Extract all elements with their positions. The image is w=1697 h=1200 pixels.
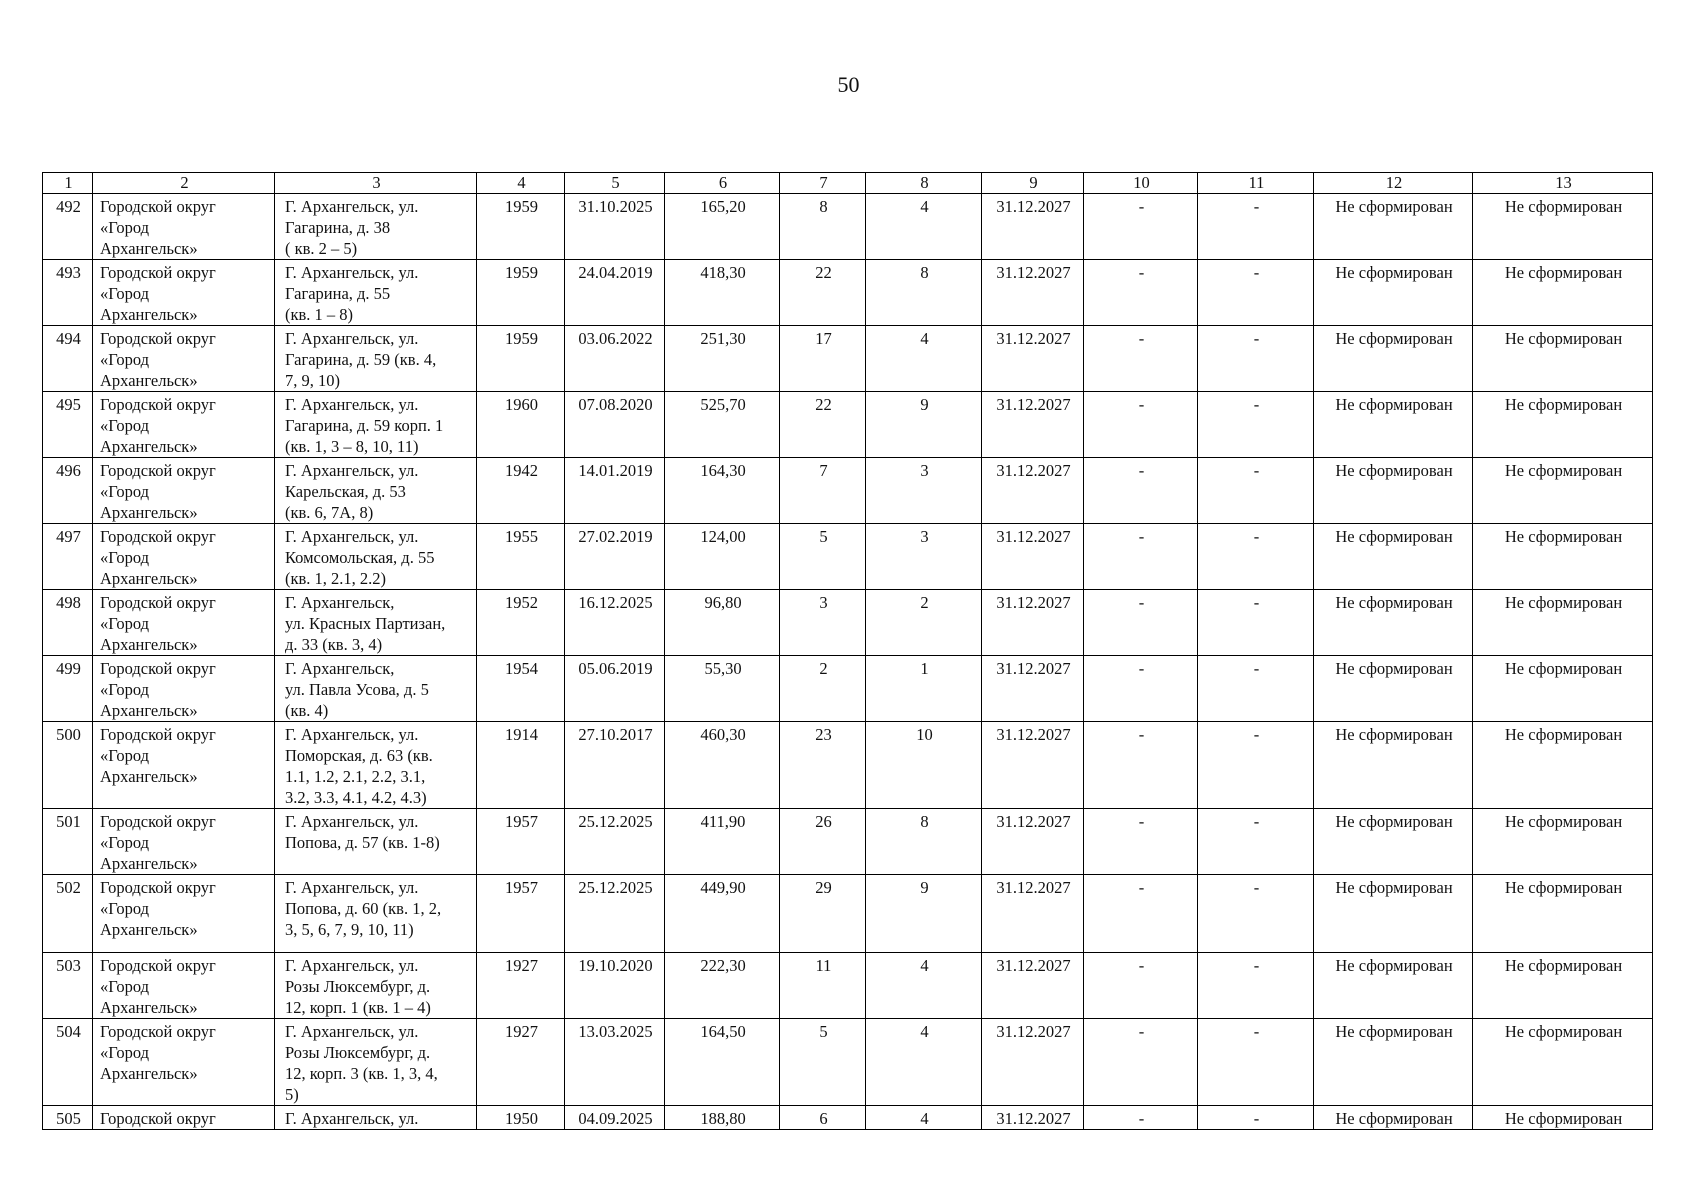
column-13-status-cell: Не сформирован xyxy=(1473,656,1653,722)
residents-count-cell: 29 xyxy=(780,875,866,953)
recognition-date-cell: 31.10.2025 xyxy=(565,194,665,260)
apartments-count-cell: 4 xyxy=(866,326,982,392)
municipality-cell: Городской округ «Город Архангельск» xyxy=(93,875,275,953)
area-cell: 165,20 xyxy=(665,194,780,260)
column-header-12: 12 xyxy=(1314,173,1473,194)
column-12-status-cell: Не сформирован xyxy=(1314,392,1473,458)
municipality-cell: Городской округ xyxy=(93,1106,275,1130)
table-row xyxy=(43,194,1653,260)
apartments-count-cell: 3 xyxy=(866,458,982,524)
column-13-status-cell: Не сформирован xyxy=(1473,524,1653,590)
row-number: 505 xyxy=(43,1106,93,1130)
row-number: 495 xyxy=(43,392,93,458)
column-12-status-cell: Не сформирован xyxy=(1314,326,1473,392)
resettlement-deadline-cell: 31.12.2027 xyxy=(982,809,1084,875)
row-number: 499 xyxy=(43,656,93,722)
row-number: 493 xyxy=(43,260,93,326)
resettlement-deadline-cell: 31.12.2027 xyxy=(982,953,1084,1019)
residents-count-cell: 2 xyxy=(780,656,866,722)
column-11-cell: - xyxy=(1198,1019,1314,1106)
residents-count-cell: 23 xyxy=(780,722,866,809)
area-cell: 449,90 xyxy=(665,875,780,953)
column-13-status-cell: Не сформирован xyxy=(1473,194,1653,260)
build-year-cell: 1959 xyxy=(477,194,565,260)
address-cell: Г. Архангельск, ул. Розы Люксембург, д. 12, корп. 1 (кв. 1 – 4) xyxy=(275,953,477,1019)
column-12-status-cell: Не сформирован xyxy=(1314,809,1473,875)
municipality-cell: Городской округ «Город Архангельск» xyxy=(93,260,275,326)
area-cell: 164,50 xyxy=(665,1019,780,1106)
column-11-cell: - xyxy=(1198,809,1314,875)
housing-table xyxy=(42,172,1653,1130)
column-10-cell: - xyxy=(1084,1106,1198,1130)
column-12-status-cell: Не сформирован xyxy=(1314,194,1473,260)
build-year-cell: 1959 xyxy=(477,260,565,326)
column-12-status-cell: Не сформирован xyxy=(1314,458,1473,524)
residents-count-cell: 17 xyxy=(780,326,866,392)
address-cell: Г. Архангельск, ул. Гагарина, д. 59 корп. 1 (кв. 1, 3 – 8, 10, 11) xyxy=(275,392,477,458)
apartments-count-cell: 2 xyxy=(866,590,982,656)
residents-count-cell: 7 xyxy=(780,458,866,524)
table-row xyxy=(43,722,1653,809)
column-12-status-cell: Не сформирован xyxy=(1314,1106,1473,1130)
build-year-cell: 1957 xyxy=(477,875,565,953)
column-12-status-cell: Не сформирован xyxy=(1314,1019,1473,1106)
residents-count-cell: 3 xyxy=(780,590,866,656)
municipality-cell: Городской округ «Город Архангельск» xyxy=(93,656,275,722)
table-row xyxy=(43,524,1653,590)
build-year-cell: 1927 xyxy=(477,953,565,1019)
column-header-8: 8 xyxy=(866,173,982,194)
build-year-cell: 1927 xyxy=(477,1019,565,1106)
column-11-cell: - xyxy=(1198,875,1314,953)
column-header-4: 4 xyxy=(477,173,565,194)
row-number: 503 xyxy=(43,953,93,1019)
recognition-date-cell: 25.12.2025 xyxy=(565,809,665,875)
area-cell: 188,80 xyxy=(665,1106,780,1130)
address-cell: Г. Архангельск, ул. Гагарина, д. 38 ( кв. 2 – 5) xyxy=(275,194,477,260)
residents-count-cell: 5 xyxy=(780,524,866,590)
column-13-status-cell: Не сформирован xyxy=(1473,326,1653,392)
recognition-date-cell: 27.02.2019 xyxy=(565,524,665,590)
municipality-cell: Городской округ «Город Архангельск» xyxy=(93,392,275,458)
residents-count-cell: 22 xyxy=(780,260,866,326)
column-10-cell: - xyxy=(1084,590,1198,656)
table-row xyxy=(43,656,1653,722)
column-header-9: 9 xyxy=(982,173,1084,194)
column-11-cell: - xyxy=(1198,524,1314,590)
column-12-status-cell: Не сформирован xyxy=(1314,260,1473,326)
row-number: 501 xyxy=(43,809,93,875)
column-10-cell: - xyxy=(1084,326,1198,392)
column-header-7: 7 xyxy=(780,173,866,194)
municipality-cell: Городской округ «Город Архангельск» xyxy=(93,953,275,1019)
column-header-6: 6 xyxy=(665,173,780,194)
build-year-cell: 1955 xyxy=(477,524,565,590)
area-cell: 96,80 xyxy=(665,590,780,656)
area-cell: 222,30 xyxy=(665,953,780,1019)
area-cell: 164,30 xyxy=(665,458,780,524)
column-11-cell: - xyxy=(1198,953,1314,1019)
build-year-cell: 1959 xyxy=(477,326,565,392)
recognition-date-cell: 24.04.2019 xyxy=(565,260,665,326)
address-cell: Г. Архангельск, ул. xyxy=(275,1106,477,1130)
column-10-cell: - xyxy=(1084,875,1198,953)
table-row xyxy=(43,875,1653,953)
residents-count-cell: 26 xyxy=(780,809,866,875)
column-13-status-cell: Не сформирован xyxy=(1473,1106,1653,1130)
resettlement-deadline-cell: 31.12.2027 xyxy=(982,656,1084,722)
recognition-date-cell: 13.03.2025 xyxy=(565,1019,665,1106)
resettlement-deadline-cell: 31.12.2027 xyxy=(982,392,1084,458)
recognition-date-cell: 25.12.2025 xyxy=(565,875,665,953)
residents-count-cell: 5 xyxy=(780,1019,866,1106)
column-11-cell: - xyxy=(1198,260,1314,326)
resettlement-deadline-cell: 31.12.2027 xyxy=(982,260,1084,326)
column-12-status-cell: Не сформирован xyxy=(1314,590,1473,656)
build-year-cell: 1950 xyxy=(477,1106,565,1130)
row-number: 502 xyxy=(43,875,93,953)
apartments-count-cell: 9 xyxy=(866,875,982,953)
residents-count-cell: 6 xyxy=(780,1106,866,1130)
apartments-count-cell: 9 xyxy=(866,392,982,458)
column-11-cell: - xyxy=(1198,1106,1314,1130)
table-row xyxy=(43,326,1653,392)
column-header-1: 1 xyxy=(43,173,93,194)
municipality-cell: Городской округ «Город Архангельск» xyxy=(93,590,275,656)
municipality-cell: Городской округ «Город Архангельск» xyxy=(93,458,275,524)
column-10-cell: - xyxy=(1084,392,1198,458)
municipality-cell: Городской округ «Город Архангельск» xyxy=(93,524,275,590)
apartments-count-cell: 4 xyxy=(866,1106,982,1130)
column-10-cell: - xyxy=(1084,953,1198,1019)
column-12-status-cell: Не сформирован xyxy=(1314,524,1473,590)
resettlement-deadline-cell: 31.12.2027 xyxy=(982,458,1084,524)
row-number: 497 xyxy=(43,524,93,590)
recognition-date-cell: 14.01.2019 xyxy=(565,458,665,524)
residents-count-cell: 11 xyxy=(780,953,866,1019)
resettlement-deadline-cell: 31.12.2027 xyxy=(982,1106,1084,1130)
build-year-cell: 1942 xyxy=(477,458,565,524)
resettlement-deadline-cell: 31.12.2027 xyxy=(982,722,1084,809)
row-number: 494 xyxy=(43,326,93,392)
table-row xyxy=(43,392,1653,458)
column-10-cell: - xyxy=(1084,656,1198,722)
column-header-10: 10 xyxy=(1084,173,1198,194)
housing-table-container xyxy=(42,172,1652,1130)
build-year-cell: 1957 xyxy=(477,809,565,875)
column-10-cell: - xyxy=(1084,194,1198,260)
column-13-status-cell: Не сформирован xyxy=(1473,392,1653,458)
table-row xyxy=(43,260,1653,326)
row-number: 504 xyxy=(43,1019,93,1106)
column-10-cell: - xyxy=(1084,722,1198,809)
apartments-count-cell: 4 xyxy=(866,194,982,260)
build-year-cell: 1914 xyxy=(477,722,565,809)
header-row xyxy=(43,173,1653,194)
recognition-date-cell: 16.12.2025 xyxy=(565,590,665,656)
recognition-date-cell: 04.09.2025 xyxy=(565,1106,665,1130)
apartments-count-cell: 8 xyxy=(866,260,982,326)
table-row xyxy=(43,1106,1653,1130)
column-11-cell: - xyxy=(1198,590,1314,656)
column-12-status-cell: Не сформирован xyxy=(1314,722,1473,809)
column-10-cell: - xyxy=(1084,458,1198,524)
column-10-cell: - xyxy=(1084,260,1198,326)
column-11-cell: - xyxy=(1198,722,1314,809)
column-header-5: 5 xyxy=(565,173,665,194)
column-header-2: 2 xyxy=(93,173,275,194)
area-cell: 525,70 xyxy=(665,392,780,458)
column-11-cell: - xyxy=(1198,194,1314,260)
column-12-status-cell: Не сформирован xyxy=(1314,953,1473,1019)
address-cell: Г. Архангельск, ул. Поморская, д. 63 (кв. 1.1, 1.2, 2.1, 2.2, 3.1, 3.2, 3.3, 4.1, 4.2, 4.3) xyxy=(275,722,477,809)
column-header-3: 3 xyxy=(275,173,477,194)
recognition-date-cell: 27.10.2017 xyxy=(565,722,665,809)
recognition-date-cell: 07.08.2020 xyxy=(565,392,665,458)
build-year-cell: 1954 xyxy=(477,656,565,722)
column-header-11: 11 xyxy=(1198,173,1314,194)
row-number: 492 xyxy=(43,194,93,260)
column-header-13: 13 xyxy=(1473,173,1653,194)
area-cell: 55,30 xyxy=(665,656,780,722)
resettlement-deadline-cell: 31.12.2027 xyxy=(982,590,1084,656)
apartments-count-cell: 10 xyxy=(866,722,982,809)
area-cell: 124,00 xyxy=(665,524,780,590)
area-cell: 251,30 xyxy=(665,326,780,392)
column-13-status-cell: Не сформирован xyxy=(1473,875,1653,953)
municipality-cell: Городской округ «Город Архангельск» xyxy=(93,326,275,392)
table-row xyxy=(43,458,1653,524)
recognition-date-cell: 03.06.2022 xyxy=(565,326,665,392)
resettlement-deadline-cell: 31.12.2027 xyxy=(982,875,1084,953)
address-cell: Г. Архангельск, ул. Павла Усова, д. 5 (кв. 4) xyxy=(275,656,477,722)
column-13-status-cell: Не сформирован xyxy=(1473,260,1653,326)
column-11-cell: - xyxy=(1198,458,1314,524)
column-11-cell: - xyxy=(1198,656,1314,722)
apartments-count-cell: 1 xyxy=(866,656,982,722)
address-cell: Г. Архангельск, ул. Попова, д. 60 (кв. 1, 2, 3, 5, 6, 7, 9, 10, 11) xyxy=(275,875,477,953)
recognition-date-cell: 19.10.2020 xyxy=(565,953,665,1019)
recognition-date-cell: 05.06.2019 xyxy=(565,656,665,722)
column-12-status-cell: Не сформирован xyxy=(1314,656,1473,722)
address-cell: Г. Архангельск, ул. Розы Люксембург, д. 12, корп. 3 (кв. 1, 3, 4, 5) xyxy=(275,1019,477,1106)
resettlement-deadline-cell: 31.12.2027 xyxy=(982,194,1084,260)
build-year-cell: 1952 xyxy=(477,590,565,656)
column-11-cell: - xyxy=(1198,326,1314,392)
municipality-cell: Городской округ «Город Архангельск» xyxy=(93,809,275,875)
address-cell: Г. Архангельск, ул. Карельская, д. 53 (кв. 6, 7А, 8) xyxy=(275,458,477,524)
area-cell: 418,30 xyxy=(665,260,780,326)
resettlement-deadline-cell: 31.12.2027 xyxy=(982,1019,1084,1106)
column-10-cell: - xyxy=(1084,1019,1198,1106)
area-cell: 460,30 xyxy=(665,722,780,809)
resettlement-deadline-cell: 31.12.2027 xyxy=(982,524,1084,590)
municipality-cell: Городской округ «Город Архангельск» xyxy=(93,194,275,260)
apartments-count-cell: 8 xyxy=(866,809,982,875)
row-number: 498 xyxy=(43,590,93,656)
area-cell: 411,90 xyxy=(665,809,780,875)
table-row xyxy=(43,1019,1653,1106)
apartments-count-cell: 4 xyxy=(866,1019,982,1106)
column-10-cell: - xyxy=(1084,809,1198,875)
apartments-count-cell: 3 xyxy=(866,524,982,590)
address-cell: Г. Архангельск, ул. Красных Партизан, д. 33 (кв. 3, 4) xyxy=(275,590,477,656)
column-12-status-cell: Не сформирован xyxy=(1314,875,1473,953)
column-10-cell: - xyxy=(1084,524,1198,590)
column-11-cell: - xyxy=(1198,392,1314,458)
resettlement-deadline-cell: 31.12.2027 xyxy=(982,326,1084,392)
column-13-status-cell: Не сформирован xyxy=(1473,809,1653,875)
residents-count-cell: 22 xyxy=(780,392,866,458)
address-cell: Г. Архангельск, ул. Комсомольская, д. 55 (кв. 1, 2.1, 2.2) xyxy=(275,524,477,590)
apartments-count-cell: 4 xyxy=(866,953,982,1019)
build-year-cell: 1960 xyxy=(477,392,565,458)
table-row xyxy=(43,590,1653,656)
address-cell: Г. Архангельск, ул. Попова, д. 57 (кв. 1-8) xyxy=(275,809,477,875)
column-13-status-cell: Не сформирован xyxy=(1473,953,1653,1019)
column-13-status-cell: Не сформирован xyxy=(1473,722,1653,809)
row-number: 496 xyxy=(43,458,93,524)
residents-count-cell: 8 xyxy=(780,194,866,260)
column-13-status-cell: Не сформирован xyxy=(1473,1019,1653,1106)
table-row xyxy=(43,953,1653,1019)
table-row xyxy=(43,809,1653,875)
address-cell: Г. Архангельск, ул. Гагарина, д. 59 (кв. 4, 7, 9, 10) xyxy=(275,326,477,392)
page-number: 50 xyxy=(837,72,860,97)
column-13-status-cell: Не сформирован xyxy=(1473,590,1653,656)
municipality-cell: Городской округ «Город Архангельск» xyxy=(93,1019,275,1106)
row-number: 500 xyxy=(43,722,93,809)
address-cell: Г. Архангельск, ул. Гагарина, д. 55 (кв. 1 – 8) xyxy=(275,260,477,326)
column-13-status-cell: Не сформирован xyxy=(1473,458,1653,524)
municipality-cell: Городской округ «Город Архангельск» xyxy=(93,722,275,809)
